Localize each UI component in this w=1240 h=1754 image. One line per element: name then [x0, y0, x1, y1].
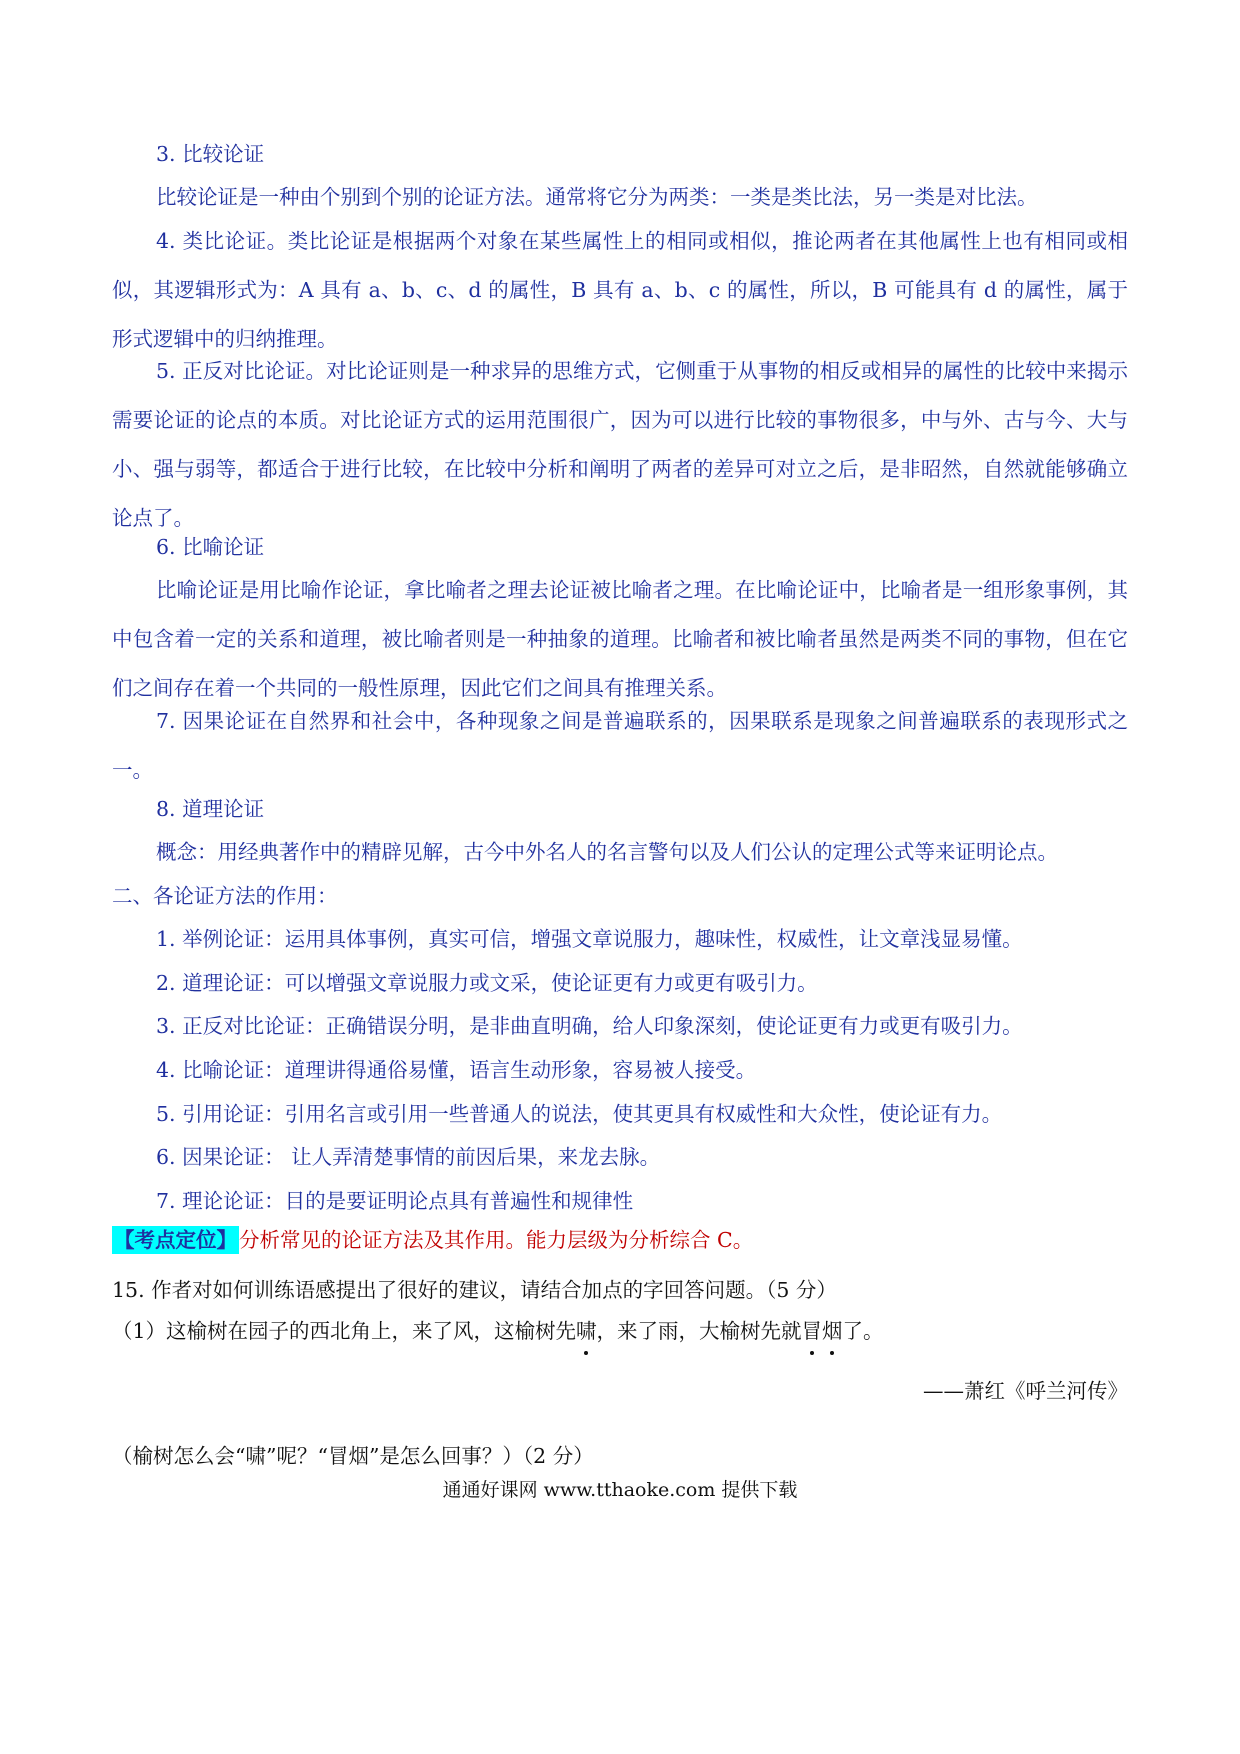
item8-body: 概念：用经典著作中的精辟见解，古今中外名人的名言警句以及人们公认的定理公式等来证明论点。: [156, 840, 1058, 864]
item3-heading: 3. 比较论证: [156, 142, 265, 166]
emphasis-char-mao: 冒: [802, 1313, 823, 1349]
item7-paragraph: 7. 因果论证在自然界和社会中，各种现象之间是普遍联系的，因果联系是现象之间普遍联系的表现形式之一。: [112, 709, 1128, 782]
kaodian-tag: 【考点定位】: [114, 1228, 237, 1252]
item8-heading: 8. 道理论证: [156, 797, 265, 821]
quote-source: ——萧红《呼兰河传》: [923, 1379, 1128, 1403]
question15-subquestion: （榆树怎么会“啸”呢？“冒烟”是怎么回事？）（2 分）: [112, 1444, 594, 1468]
section2-item: 7. 理论论证：目的是要证明论点具有普遍性和规律性: [156, 1189, 634, 1213]
quote-part1: （1）这榆树在园子的西北角上，来了风，这榆树先: [112, 1319, 577, 1343]
item3-body: 比较论证是一种由个别到个别的论证方法。通常将它分为两类：一类是类比法，另一类是对比法。: [156, 185, 1038, 209]
emphasis-char-yan: 烟: [822, 1313, 843, 1349]
question15-prompt: 15. 作者对如何训练语感提出了很好的建议，请结合加点的字回答问题。（5 分）: [112, 1278, 837, 1302]
section2-item: 5. 引用论证：引用名言或引用一些普通人的说法，使其更具有权威性和大众性，使论证有力。: [156, 1102, 1003, 1126]
question15-quote: [112, 1313, 884, 1349]
section2-item: 2. 道理论证：可以增强文章说服力或文采，使论证更有力或更有吸引力。: [156, 971, 818, 995]
item6-body: 比喻论证是用比喻作论证，拿比喻者之理去论证被比喻者之理。在比喻论证中，比喻者是一组形象事例，其中包含着一定的关系和道理，被比喻者则是一种抽象的道理。比喻者和被比喻者虽然是两类不同的事物，但在它们之间存在着一个共同的一般性原理，因此它们之间具有推理关系。: [112, 578, 1128, 700]
quote-part2: ，来了雨，大榆树先就: [596, 1319, 802, 1343]
item6-heading: 6. 比喻论证: [156, 535, 265, 559]
emphasis-char-xiao: 啸: [576, 1313, 597, 1349]
kaodian-line: [112, 1220, 753, 1260]
item5-paragraph: 5. 正反对比论证。对比论证则是一种求异的思维方式，它侧重于从事物的相反或相异的属性的比较中来揭示需要论证的论点的本质。对比论证方式的运用范围很广，因为可以进行比较的事物很多，中与外、古与今、大与小、强与弱等，都适合于进行比较，在比较中分析和阐明了两者的差异可对立之后，是非昭然，自然就能够确立论点了。: [112, 359, 1128, 530]
section2-item: 6. 因果论证： 让人弄清楚事情的前因后果，来龙去脉。: [156, 1145, 661, 1169]
footer-text: 通通好课网 www.tthaoke.com 提供下载: [442, 1479, 798, 1501]
item4-paragraph: 4. 类比论证。类比论证是根据两个对象在某些属性上的相同或相似，推论两者在其他属性上也有相同或相似，其逻辑形式为：A 具有 a、b、c、d 的属性，B 具有 a、b、c 的属性，所以，B 可能具有 d 的属性，属于形式逻辑中的归纳推理。: [112, 229, 1128, 351]
section2-item: 4. 比喻论证：道理讲得通俗易懂，语言生动形象，容易被人接受。: [156, 1058, 757, 1082]
quote-part3: 了。: [842, 1319, 884, 1343]
section2-item: 3. 正反对比论证：正确错误分明，是非曲直明确，给人印象深刻，使论证更有力或更有吸引力。: [156, 1014, 1023, 1038]
section2-item: 1. 举例论证：运用具体事例，真实可信，增强文章说服力，趣味性，权威性，让文章浅显易懂。: [156, 927, 1023, 951]
kaodian-text: 分析常见的论证方法及其作用。能力层级为分析综合 C。: [239, 1228, 754, 1252]
section2-heading: 二、各论证方法的作用：: [112, 884, 338, 908]
